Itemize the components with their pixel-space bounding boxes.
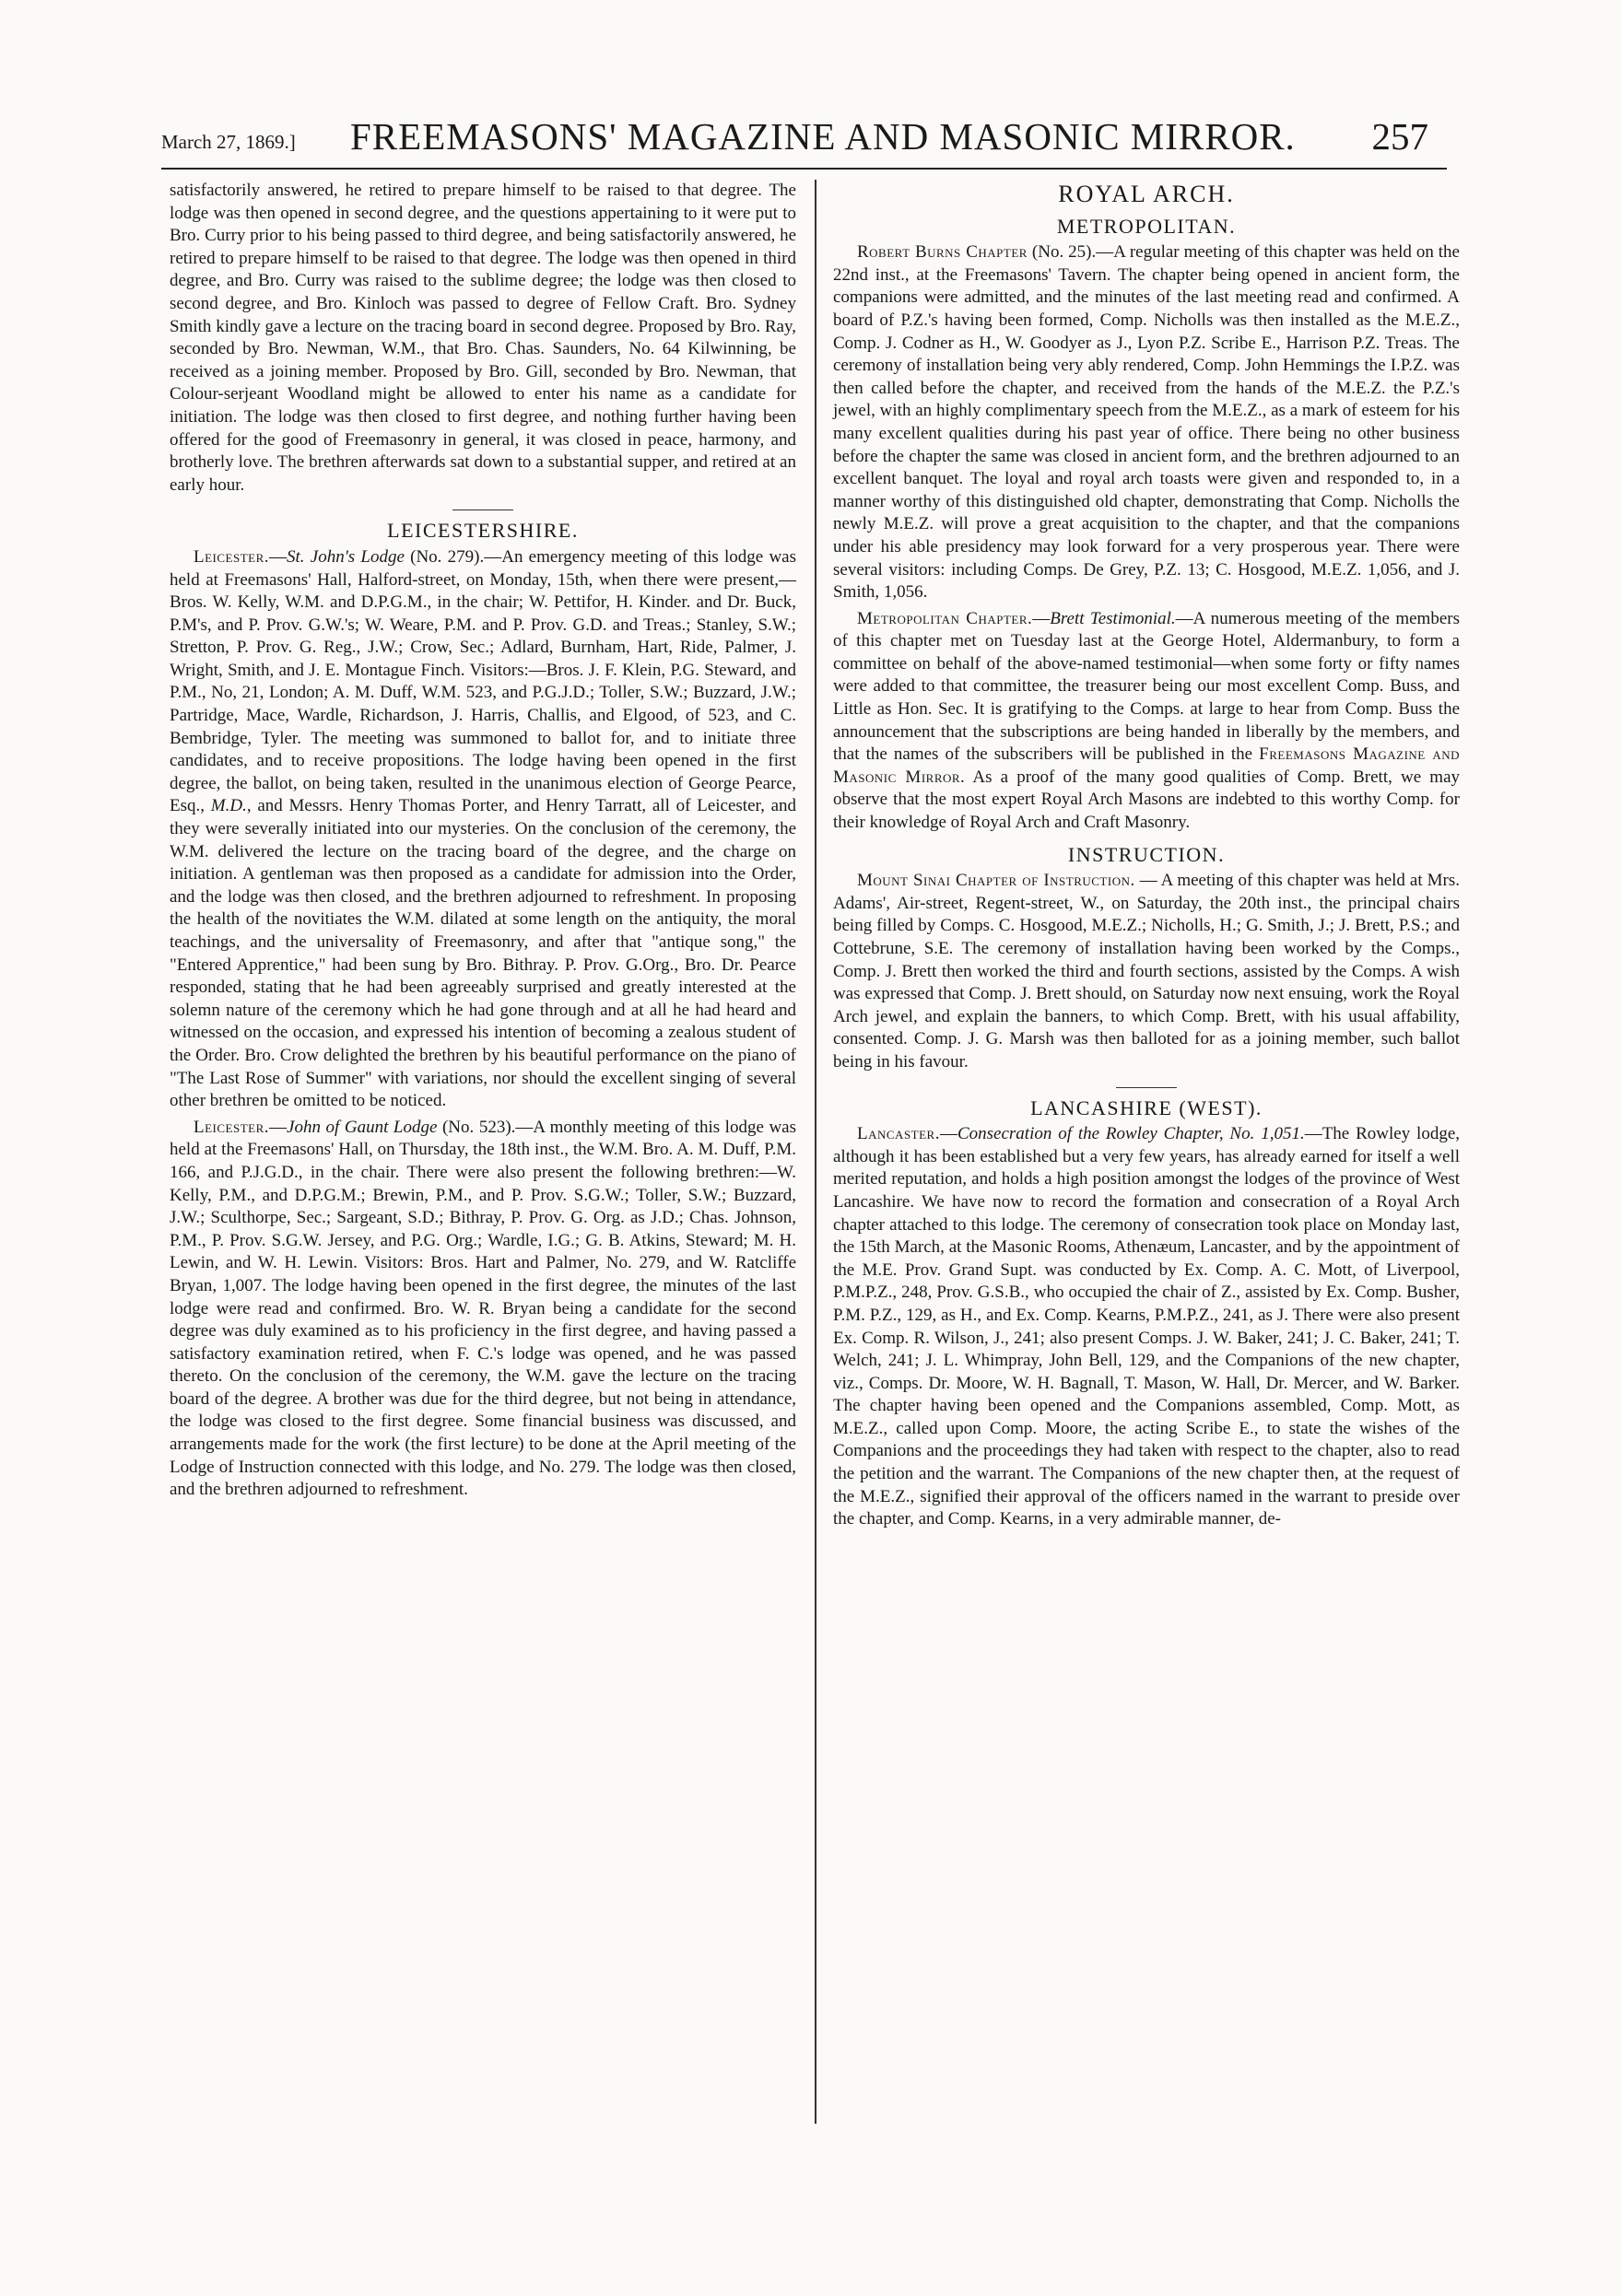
place-label: Lancaster. xyxy=(857,1124,940,1144)
place-label: Leicester. xyxy=(194,546,270,567)
intro-paragraph: satisfactorily answered, he retired to prepare himself to be raised to that degree. The lodge was then opened in second degree, and the questions appertaining to it were put to Bro. Curry prior to his being passed to third degree, and being satisfactorily answered, he retired to prepare himself to be raised to that degree. The lodge was then opened in third degree, and Bro. Curry was raised to the sublime degree; the lodge was then closed to second degree, and Bro. Kinloch was passed to degree of Fellow Craft. Bro. Sydney Smith kindly gave a lecture on the tracing board in second degree. Proposed by Bro. Ray, seconded by Bro. Newman, W.M., that Bro. Chas. Saunders, No. 64 Kilwinning, be received as a joining member. Proposed by Bro. Gill, seconded by Bro. Newman, that Colour-serjeant Woodland might be allowed to enter his name as a candidate for initiation. The lodge was then closed to first degree, and nothing further having been offered for the good of Freemasonry in general, it was closed in peace, harmony, and brotherly love. The brethren afterwards sat down to a substantial supper, and retired at an early hour. xyxy=(170,181,796,495)
rowley-chapter-report: Lancaster.—Consecration of the Rowley Chapter, No. 1,051.—The Rowley lodge, although it has been established but a very few years, has already earned for itself a well merited reputation, and holds a high position amongst the lodges of the province of West Lancashire. We have now to record the formation and consecration of a Royal Arch chapter attached to this lodge. The ceremony of consecration took place on Monday last, the 15th March, at the Masonic Rooms, Athenæum, Lancaster, and by the appointment of the M.E. Prov. Grand Supt. was conducted by Ex. Comp. A. C. Mott, of Liverpool, P.M.P.Z., 248, Prov. G.S.B., who occupied the chair of Z., assisted by Ex. Comp. Busher, P.M. P.Z., 129, as H., and Ex. Comp. Kearns, P.M.P.Z., 241, as J. There were also present Ex. Comp. R. Wilson, J., 241; also present Comps. J. W. Baker, 241; J. C. Baker, 241; T. Welch, 241; J. L. Whimpray, John Bell, 129, and the Companions of the new chapter, viz., Comps. Dr. Moore, W. H. Bagnall, T. Mason, W. Hall, Dr. Mercer, and W. Barker. The chapter having been opened and the Companions assembled, Comp. Mott, as M.E.Z., called upon Comp. Moore, the acting Scribe E., to state the wishes of the Companions and the proceedings they had taken with respect to the chapter, also to read the petition and the warrant. The Companions of the new chapter then, at the request of the M.E.Z., signified their approval of the officers named in the warrant to preside over the chapter, and Comp. Kearns, in a very admirable manner, de- xyxy=(833,1124,1460,1529)
section-heading-instruction: INSTRUCTION. xyxy=(1067,842,1226,866)
john-of-gaunt-lodge-report: Leicester.—John of Gaunt Lodge (No. 523).—A monthly meeting of this lodge was held at the Freemasons' Hall, on Thursday, the 18th inst., the W.M. Bro. A. M. Duff, P.M. 166, and P.J.G.D., in the chair. There were also present the following brethren:—W. Kelly, P.M., and D.P.G.M.; Brewin, P.M., and P. Prov. S.G.W.; Toller, S.W.; Buzzard, J.W.; Sculthorpe, Sec.; Sargeant, S.D.; Bithray, P. Prov. G. Org. as J.D.; Chas. Johnson, P.M., P. Prov. S.G.W. Jersey, and P.G. Org.; Wardle, I.G.; G. B. Atkins, Steward; M. H. Lewin, and W. H. Lewin. Visitors: Bros. Hart and Palmer, No. 279, and W. Ratcliffe Bryan, 1,007. The lodge having been opened in the first degree, the minutes of the last lodge were read and confirmed. Bro. W. R. Bryan being a candidate for the second degree was duly examined as to his proficiency in the first degree, and having passed a satisfactory examination retired, when F. C.'s lodge was opened, and he was passed thereto. On the conclusion of the ceremony, the W.M. gave the lecture on the tracing board of the degree. A brother was due for the third degree, but not being in attendance, the lodge was closed to the first degree. Some financial business was discussed, and arrangements made for the work (the first lecture) to be done at the April meeting of the Lodge of Instruction connected with this lodge, and No. 279. The lodge was then closed, and the brethren adjourned to refreshment. xyxy=(170,1117,796,1500)
report-text: —A numerous meeting of the members of this chapter met on Tuesday last at the George Hotel, Aldermanbury, to form a committee on behalf of the above-named testimonial—when some forty or fifty names were added to that committee, the treasurer being our most excellent Comp. Buss, and Little as Hon. Sec. It is gratifying to the Comps. at large to hear from Comp. Buss the announcement that the subscriptions are being handed in liberally by the members, and that the names of the subscribers will be published in the xyxy=(833,608,1460,765)
report-text: —The Rowley lodge, although it has been established but a very few years, has already earned for itself a well merited reputation, and holds a high position amongst the lodges of the province of West Lancashire. We have now to record the formation and consecration of a Royal Arch chapter attached to this lodge. The ceremony of consecration took place on Monday last, the 15th March, at the Masonic Rooms, Athenæum, Lancaster, and by the appointment of the M.E. Prov. Grand Supt. was conducted by Ex. Comp. A. C. Mott, of Liverpool, P.M.P.Z., 248, Prov. G.S.B., who occupied the chair of Z., assisted by Ex. Comp. Busher, P.M. P.Z., 129, as H., and Ex. Comp. Kearns, P.M.P.Z., 241, as J. There were also present Ex. Comp. R. Wilson, J., 241; also present Comps. J. W. Baker, 241; J. C. Baker, 241; T. Welch, 241; J. L. Whimpray, John Bell, 129, and the Companions of the new chapter, viz., Comps. Dr. Moore, W. H. Bagnall, T. Mason, W. Hall, Dr. Mercer, and W. Barker. The chapter having been opened and the Companions assembled, Comp. Mott, as M.E.Z., called upon Comp. Moore, the acting Scribe E., to state the wishes of the Companions and the proceedings they had taken with respect to the chapter, also to read the petition and the warrant. The Companions of the new chapter then, at the request of the M.E.Z., signified their approval of the officers named in the warrant to preside over the chapter, and Comp. Kearns, in a very admirable manner, de- xyxy=(833,1124,1460,1529)
chapter-name: Metropolitan Chapter. xyxy=(857,608,1033,628)
left-column xyxy=(170,180,796,1505)
report-text: — A meeting of this chapter was held at Mrs. Adams', Air-street, Regent-street, W., on Saturday, the 20th inst., the principal chairs being filled by Comps. C. Hosgood, M.E.Z.; Nicholls, H.; G. Smith, J.; J. Brett, P.S.; and Cottebrune, S.E. The ceremony of installation having been worked by the Comps., Comp. J. Brett then worked the third and fourth sections, assisted by the Comps. A wish was expressed that Comp. J. Brett should, on Saturday now next ensuing, work the Royal Arch jewel, and explain the banners, to which Comp. Brett, with his usual affability, consented. Comp. J. G. Marsh was then balloted for as a joining member, such ballot being in his favour. xyxy=(833,871,1460,1072)
chapter-name: Robert Burns Chapter xyxy=(857,242,1028,263)
header-rule xyxy=(161,168,1447,170)
magazine-name: Freemasons Magazine and Masonic Mirror. xyxy=(833,744,1460,787)
issue-date: March 27, 1869.] xyxy=(161,131,296,153)
column-rule xyxy=(815,180,816,2124)
lodge-title: St. John's Lodge xyxy=(287,546,405,567)
lodge-title: John of Gaunt Lodge xyxy=(287,1117,438,1137)
report-text: (No. 25).—A regular meeting of this chapter was held on the 22nd inst., at the Freemasons' Tavern. The chapter being opened in ancient form, the companions were admitted, and the minutes of the last meeting read and confirmed. A board of P.Z.'s having been formed, Comp. Nicholls was then installed as the M.E.Z., Comp. J. Codner as H., W. Goodyer as J., Lyon P.Z. Scribe E., Harrison P.Z. Treas. The ceremony of installation being very ably rendered, Comp. John Hemmings the I.P.Z. was then called before the chapter, and received from the hands of the M.E.Z. the P.Z.'s jewel, with an highly complimentary speech from the M.E.Z., as a mark of esteem for his many excellent qualities during his past year of office. There being no other business before the chapter the same was closed in ancient form, and the brethren adjourned to an excellent banquet. The loyal and royal arch toasts were given and responded to, in a manner worthy of this distinguished old chapter, demonstrating that Comp. Nicholls the newly M.E.Z. will prove a great acquisition to the chapter, and that the companions under his able presidency may look forward for a very prosperous year. There were several visitors: including Comps. De Grey, P.Z. 13; C. Hosgood, M.E.Z. 1,056, and J. Smith, 1,056. xyxy=(833,242,1460,603)
st-johns-lodge-report: Leicester.—St. John's Lodge (No. 279).—An emergency meeting of this lodge was held at Freemasons' Hall, Halford-street, on Monday, 15th, when there were present,—Bros. W. Kelly, W.M. and D.P.G.M., in the chair; W. Pettifor, H. Kinder. and Dr. Buck, P.M's, and P. Prov. G.W.'s; W. Weare, P.M. and P. Prov. G.D. and Treas.; Stanley, S.W.; Stretton, P. Prov. G. Reg., J.W.; Crow, Sec.; Adlard, Burnham, Hart, Ride, Palmer, J. Wright, Smith, and J. E. Montague Finch. Visitors:—Bros. J. F. Klein, P.G. Steward, and P.M., No, 21, London; A. M. Duff, W.M. 523, and P.G.J.D.; Toller, S.W.; Buzzard, J.W.; Partridge, Mace, Wardle, Richardson, J. Harris, Challis, and Elgood, of 523, and C. Bembridge, Tyler. The meeting was summoned to ballot for, and to initiate three candidates, and to receive propositions. The lodge having been opened in the first degree, the ballot, on being taken, resulted in the unanimous election of George Pearce, Esq., M.D., and Messrs. Henry Thomas Porter, and Henry Tarratt, all of Leicester, and they were severally initiated into our mysteries. On the conclusion of the ceremony, the W.M. delivered the lecture on the tracing board of the degree, and the charge on initiation. A gentleman was then proposed as a candidate for admission into the Order, and the lodge was then closed, and the brethren adjourned to refreshment. In proposing the health of the novitiates the W.M. dilated at some length on the antiquity, the moral teachings, and the universality of Freemasonry, and after that "antique song," the "Entered Apprentice," had been sung by Bro. Bithray. P. Prov. G.Org., Bro. Dr. Pearce responded, stating that he had been agreeably surprised and greatly interested at the solemn nature of the ceremony which he had gone through and at all he had heard and witnessed on the occasion, and expressed his intention of becoming a zealous student of the Order. Bro. Crow delighted the brethren by his beautiful performance on the piano of "The Last Rose of Summer" with variations, nor should the excellent singing of several other brethren be omitted to be noticed. xyxy=(170,546,797,1111)
page-number: 257 xyxy=(1371,115,1428,158)
section-divider xyxy=(1116,1087,1177,1088)
metropolitan-chapter-report: Metropolitan Chapter.—Brett Testimonial.—A numerous meeting of the members of this chapter met on Tuesday last at the George Hotel, Aldermanbury, to form a committee on behalf of the above-named testimonial—when some forty or fifty names were added to that committee, the treasurer being our most excellent Comp. Buss, and Little as Hon. Sec. It is gratifying to the Comps. at large to hear from Comp. Buss the announcement that the subscriptions are being handed in liberally by the members, and that the names of the subscribers will be published in the Freemasons Magazine and Masonic Mirror. As a proof of the many good qualities of Comp. Brett, we may observe that the most expert Royal Arch Masons are indebted to this worthy Comp. for their knowledge of Royal Arch and Craft Masonry. xyxy=(833,608,1460,833)
report-text-cont: As a proof of the many good qualities of Comp. Brett, we may observe that the most expert Royal Arch Masons are indebted to this worthy Comp. for their knowledge of Royal Arch and Craft Masonry. xyxy=(833,767,1460,833)
report-text: (No. 279).—An emergency meeting of this lodge was held at Freemasons' Hall, Halford-street, on Monday, 15th, when there were present,—Bros. W. Kelly, W.M. and D.P.G.M., in the chair; W. Pettifor, H. Kinder. and Dr. Buck, P.M's, and P. Prov. G.W.'s; W. Weare, P.M. and P. Prov. G.D. and Treas.; Stanley, S.W.; Stretton, P. Prov. G. Reg., J.W.; Crow, Sec.; Adlard, Burnham, Hart, Ride, Palmer, J. Wright, Smith, and J. E. Montague Finch. Visitors:—Bros. J. F. Klein, P.G. Steward, and P.M., No, 21, London; A. M. Duff, W.M. 523, and P.G.J.D.; Toller, S.W.; Buzzard, J.W.; Partridge, Mace, Wardle, Richardson, J. Harris, Challis, and Elgood, of 523, and C. Bembridge, Tyler. The meeting was summoned to ballot for, and to initiate three candidates, and to receive propositions. The lodge having been opened in the first degree, the ballot, on being taken, resulted in the unanimous election of George Pearce, Esq., xyxy=(170,546,797,816)
place-label: Leicester. xyxy=(194,1117,270,1137)
masthead xyxy=(161,109,1456,164)
right-column xyxy=(833,180,1460,1535)
section-heading-leicestershire: LEICESTERSHIRE. xyxy=(387,519,579,543)
report-text-cont: , and Messrs. Henry Thomas Porter, and Henry Tarratt, all of Leicester, and they were severally initiated into our mysteries. On the conclusion of the ceremony, the W.M. delivered the lecture on the tracing board of the degree, and the charge on initiation. A gentleman was then proposed as a candidate for admission into the Order, and the lodge was then closed, and the brethren adjourned to refreshment. In proposing the health of the novitiates the W.M. dilated at some length on the antiquity, the moral teachings, and the universality of Freemasonry, and after that "antique song," the "Entered Apprentice," had been sung by Bro. Bithray. P. Prov. G.Org., Bro. Dr. Pearce responded, stating that he had been agreeably surprised and greatly interested at the solemn nature of the ceremony which he had gone through and at all he had heard and witnessed on the occasion, and expressed his intention of becoming a zealous student of the Order. Bro. Crow delighted the brethren by his beautiful performance on the piano of "The Last Rose of Summer" with variations, nor should the excellent singing of several other brethren be omitted to be noticed. xyxy=(170,796,797,1111)
degree-abbrev: M.D. xyxy=(210,796,247,816)
report-title: Brett Testimonial. xyxy=(1050,608,1176,628)
report-text: (No. 523).—A monthly meeting of this lodge was held at the Freemasons' Hall, on Thursday, the 18th inst., the W.M. Bro. A. M. Duff, P.M. 166, and P.J.G.D., in the chair. There were also present the following brethren:—W. Kelly, P.M., and D.P.G.M.; Brewin, P.M., and P. Prov. S.G.W.; Toller, S.W.; Buzzard, J.W.; Sculthorpe, Sec.; Sargeant, S.D.; Bithray, P. Prov. G. Org. as J.D.; Chas. Johnson, P.M., P. Prov. S.G.W. Jersey, and P.G. Org.; Wardle, I.G.; G. B. Atkins, Steward; M. H. Lewin, and W. H. Lewin. Visitors: Bros. Hart and Palmer, No. 279, and W. Ratcliffe Bryan, 1,007. The lodge having been opened in the first degree, the minutes of the last lodge were read and confirmed. Bro. W. R. Bryan being a candidate for the second degree was duly examined as to his proficiency in the first degree, and having passed a satisfactory examination retired, when F. C.'s lodge was opened, and he was passed thereto. On the conclusion of the ceremony, the W.M. gave the lecture on the tracing board of the degree. A brother was due for the third degree, but not being in attendance, the lodge was closed to the first degree. Some financial business was discussed, and arrangements made for the work (the first lecture) to be done at the April meeting of the Lodge of Instruction connected with this lodge, and No. 279. The lodge was then closed, and the brethren adjourned to refreshment. xyxy=(170,1117,796,1500)
report-title: Consecration of the Rowley Chapter, No. 1,051. xyxy=(957,1124,1305,1144)
chapter-name: Mount Sinai Chapter of Instruction. xyxy=(857,871,1135,891)
section-heading-royal-arch: ROYAL ARCH. xyxy=(1058,181,1235,207)
publication-title: FREEMASONS' MAGAZINE AND MASONIC MIRROR. xyxy=(350,115,1296,158)
mount-sinai-chapter-report xyxy=(833,870,1460,1073)
robert-burns-chapter-report xyxy=(833,241,1460,604)
section-heading-metropolitan: METROPOLITAN. xyxy=(1056,214,1237,238)
section-heading-lancashire: LANCASHIRE (WEST). xyxy=(1030,1095,1263,1119)
